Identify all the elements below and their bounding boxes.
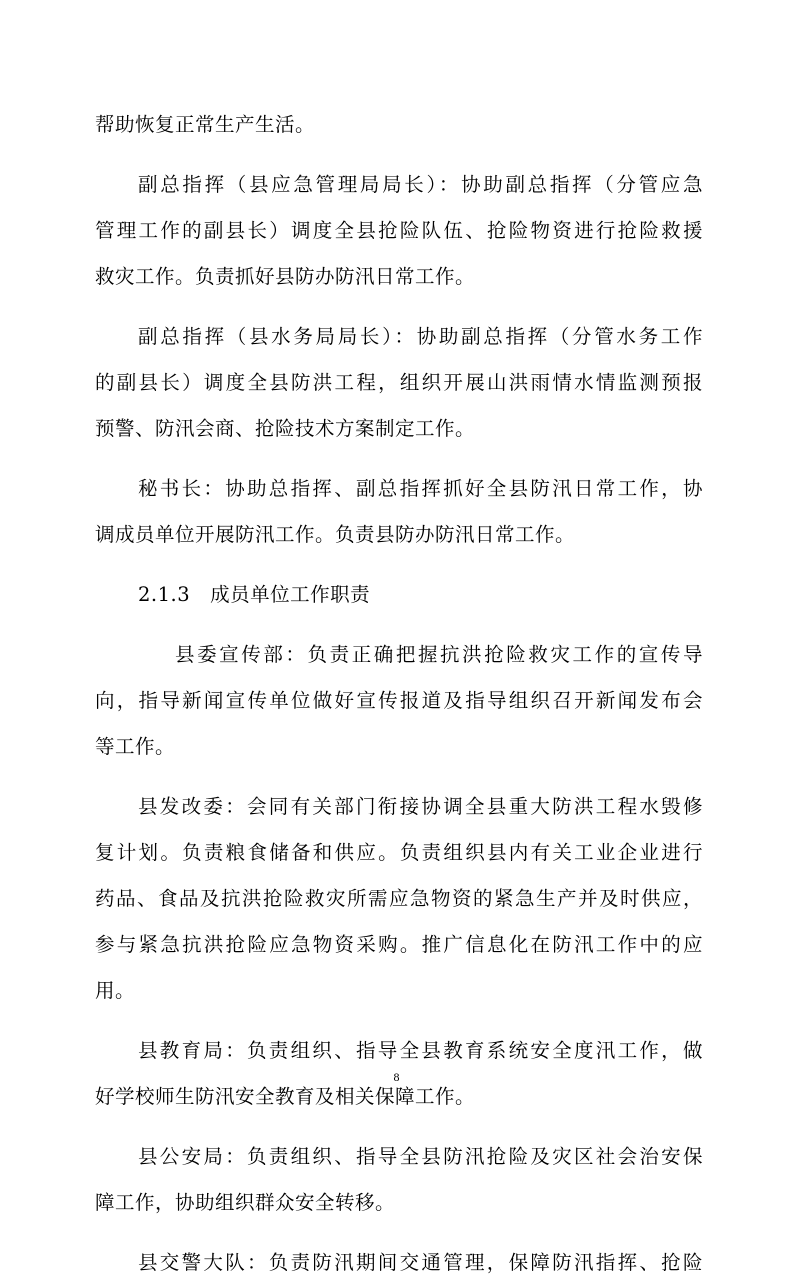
paragraph-line: 县公安局：负责组织、指导全县防汛抢险及灾区社会治安保 [138,1145,703,1168]
paragraph-line: 药品、食品及抗洪抢险救灾所需应急物资的紧急生产并及时供应， [95,887,703,910]
paragraph-line: 障工作，协助组织群众安全转移。 [95,1191,396,1214]
paragraph-line: 等工作。 [95,735,176,758]
paragraph-line: 县教育局：负责组织、指导全县教育系统安全度汛工作，做 [138,1039,703,1062]
paragraph-line: 县交警大队：负责防汛期间交通管理，保障防汛指挥、抢险 [138,1251,703,1274]
paragraph-line: 参与紧急抗洪抢险应急物资采购。推广信息化在防汛工作中的应 [95,933,703,956]
paragraph-line: 调成员单位开展防汛工作。负责县防办防汛日常工作。 [95,523,576,546]
paragraph-line: 县发改委：会同有关部门衔接协调全县重大防洪工程水毁修 [138,795,703,818]
paragraph-line: 向，指导新闻宣传单位做好宣传报道及指导组织召开新闻发布会 [95,689,703,712]
document-body [95,102,703,1286]
paragraph-line: 的副县长）调度全县防洪工程，组织开展山洪雨情水情监测预报 [95,371,703,394]
section-heading: 2.1.3 成员单位工作职责 [138,583,371,606]
paragraph-line: 管理工作的副县长）调度全县抢险队伍、抢险物资进行抢险救援 [95,219,703,242]
page-number: 8 [393,1070,400,1084]
paragraph-line: 用。 [95,979,136,1002]
paragraph-line: 副总指挥（县应急管理局局长）：协助副总指挥（分管应急 [138,173,703,196]
paragraph-line: 秘书长：协助总指挥、副总指挥抓好全县防汛日常工作，协 [138,477,703,500]
paragraph-line: 预警、防汛会商、抢险技术方案制定工作。 [95,417,476,440]
paragraph-line: 帮助恢复正常生产生活。 [95,113,316,136]
paragraph-line: 副总指挥（县水务局局长）：协助副总指挥（分管水务工作 [138,325,703,348]
paragraph-line: 复计划。负责粮食储备和供应。负责组织县内有关工业企业进行 [95,841,703,864]
paragraph-line: 救灾工作。负责抓好县防办防汛日常工作。 [95,265,476,288]
paragraph-line: 好学校师生防汛安全教育及相关保障工作。 [95,1085,476,1108]
paragraph-line: 县委宣传部：负责正确把握抗洪抢险救灾工作的宣传导 [175,643,703,666]
